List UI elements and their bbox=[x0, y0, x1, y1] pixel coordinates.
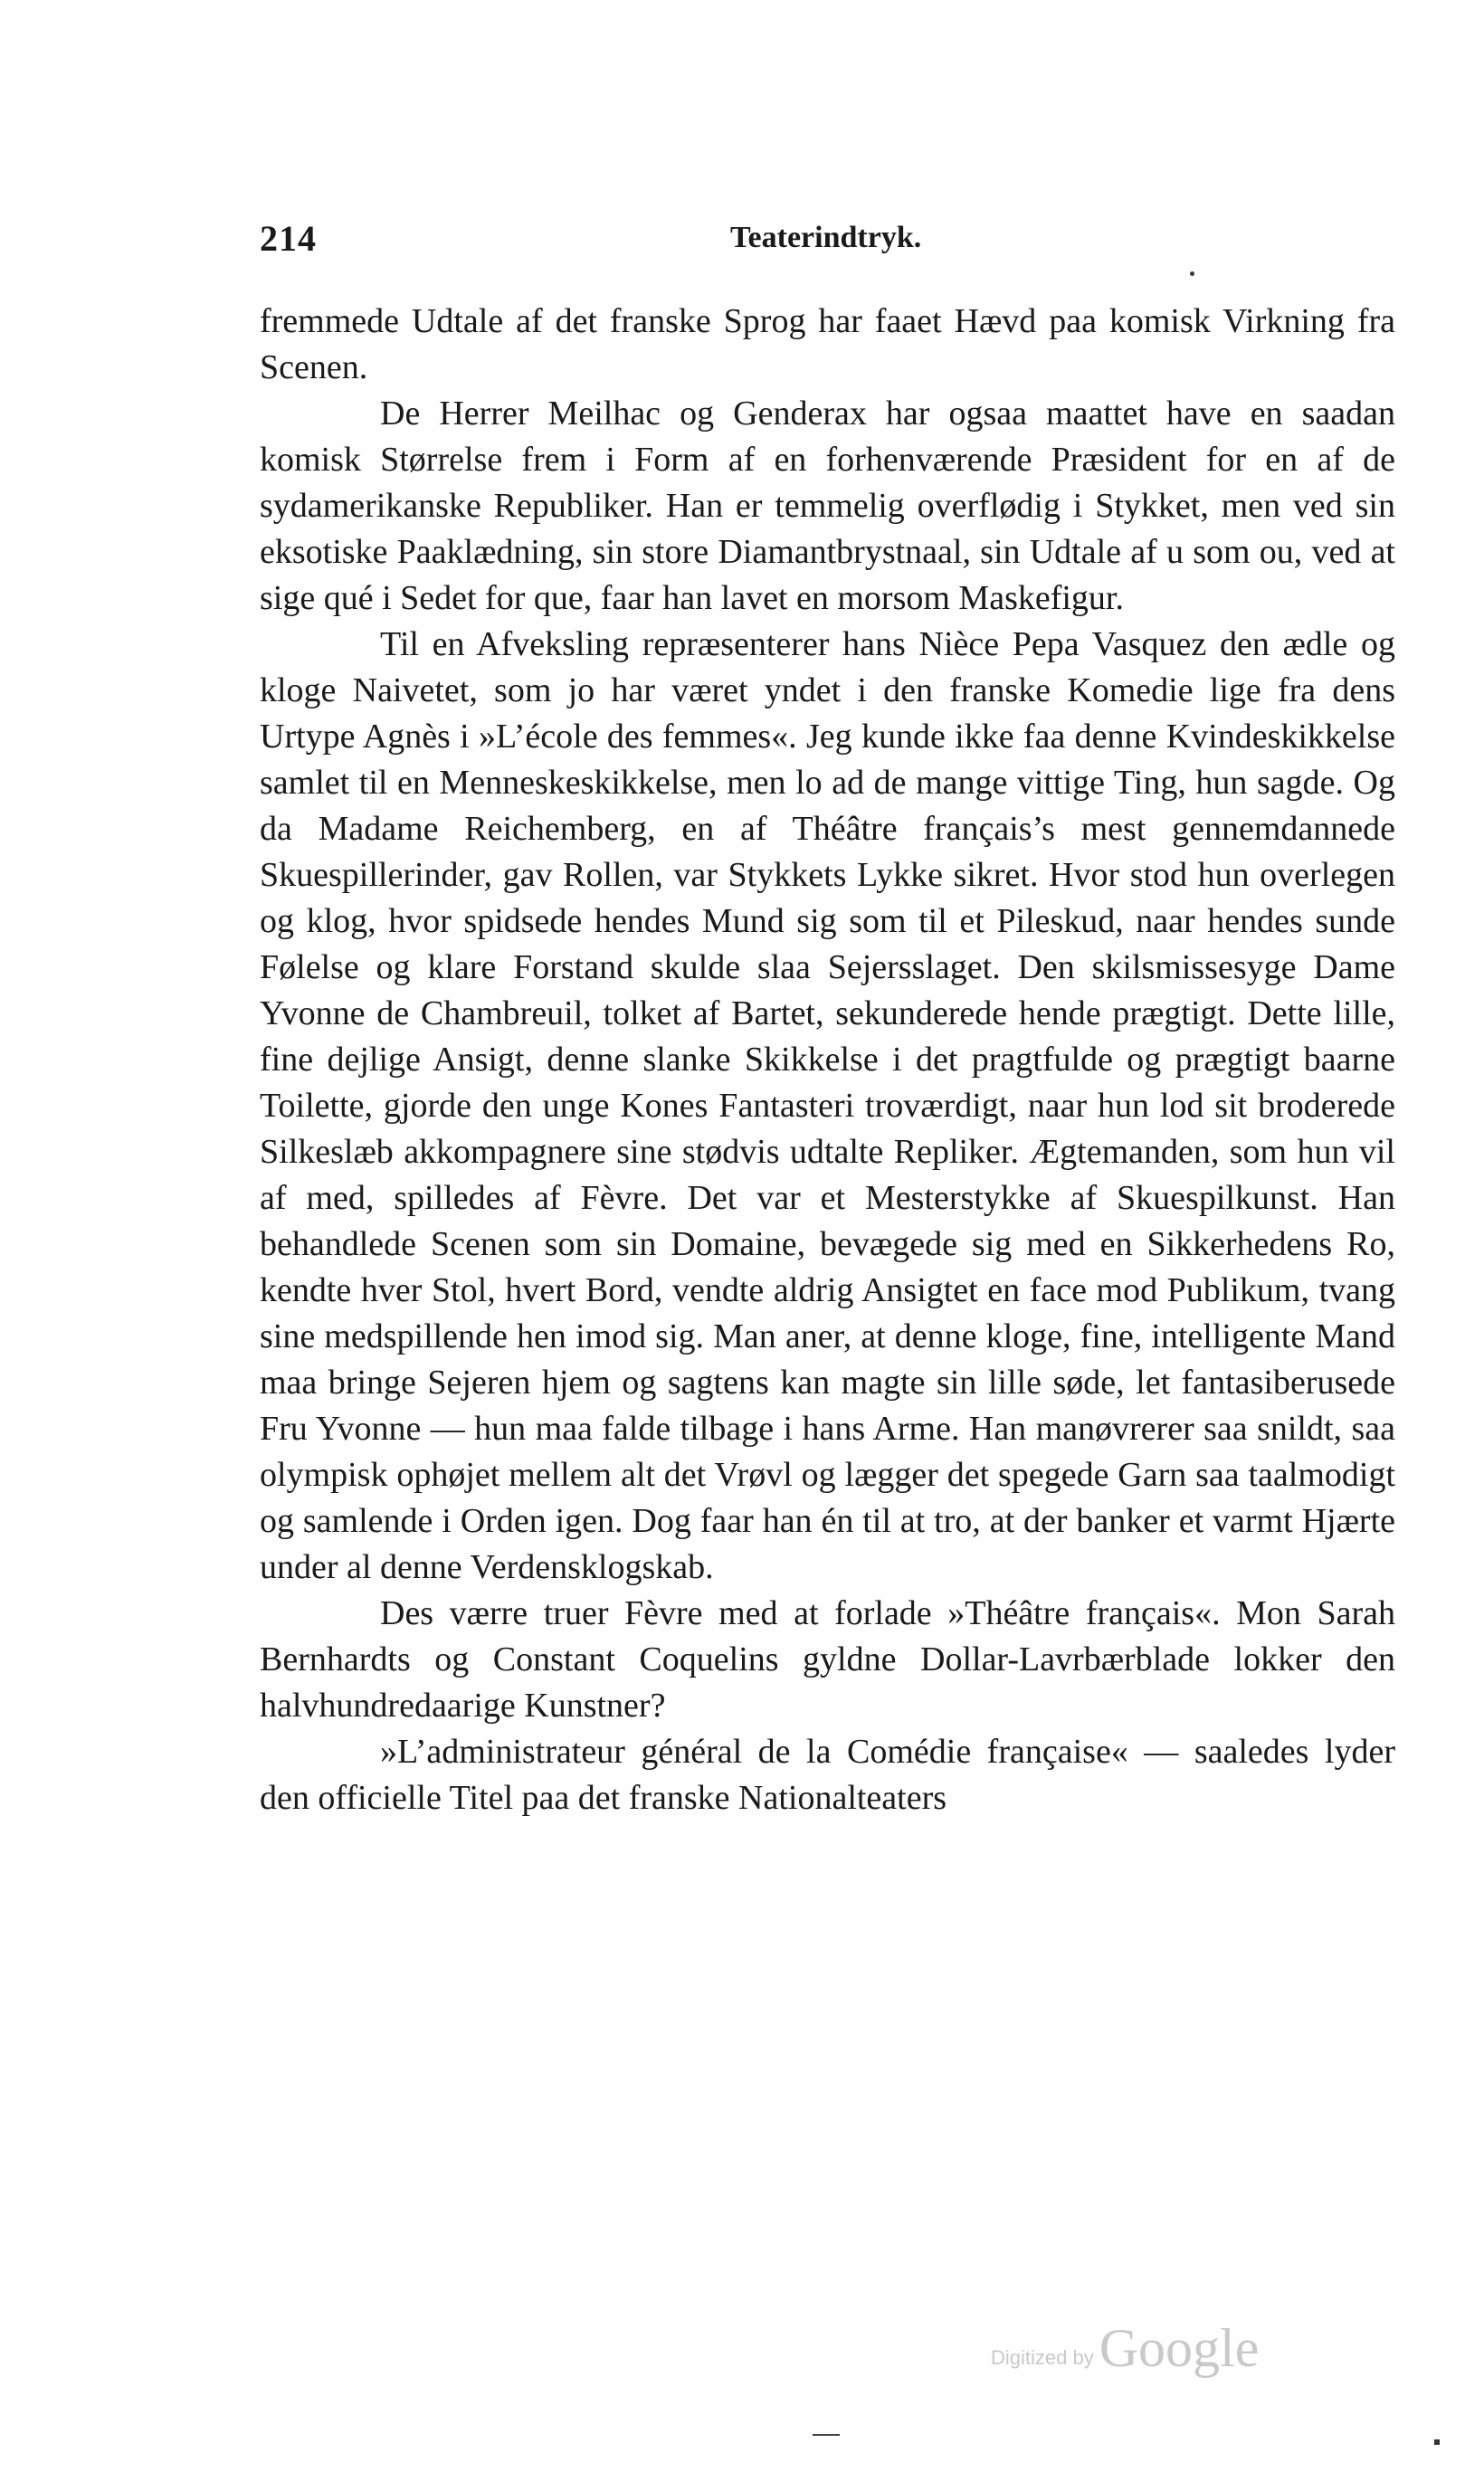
paragraph: »L’administrateur général de la Comédie française« — saaledes lyder den officielle Titel paa det franske Nationalteaters bbox=[260, 1733, 1395, 1817]
paragraph: Des værre truer Fèvre med at forlade »Théâtre français«. Mon Sarah Bernhardts og Constant Coquelins gyldne Dollar-Lavrbærblade lokker den halvhundredaarige Kunstner? bbox=[260, 1594, 1395, 1725]
paragraph: De Herrer Meilhac og Genderax har ogsaa maattet have en saadan komisk Størrelse frem i Form af en forhenværende Præsident for en af de sydamerikanske Republiker. Han er temmelig overflødig i Stykket, men ved sin eksotiske Paaklædning, sin store Diamantbrystnaal, sin Udtale af u som ou, ved at sige qué i Sedet for que, faar han lavet en morsom Maskefigur. bbox=[260, 395, 1395, 617]
edge-speck bbox=[1434, 2439, 1440, 2445]
google-logo: Google bbox=[1099, 2318, 1260, 2378]
paragraph-continuation: fremmede Udtale af det franske Sprog har faaet Hævd paa komisk Virkning fra Scenen. bbox=[260, 302, 1395, 386]
running-head: Teaterindtryk. bbox=[730, 221, 922, 254]
paragraph: Til en Afveksling repræsenterer hans Nièce Pepa Vasquez den ædle og kloge Naivetet, som jo har været yndet i den franske Komedie lige fra dens Urtype Agnès i »L’école des femmes«. Jeg kunde ikke faa denne Kvindeskikkelse samlet til en Menneskeskikkelse, men lo ad de mange vittige Ting, hun sagde. Og da Madame Reichemberg, en af Théâtre français’s mest gennemdannede Skuespillerinder, gav Rollen, var Stykkets Lykke sikret. Hvor stod hun overlegen og klog, hvor spidsede hendes Mund sig som til et Pileskud, naar hendes sunde Følelse og klare Forstand skulde slaa Sejersslaget. Den skilsmissesyge Dame Yvonne de Chambreuil, tolket af Bartet, sekunderede hende prægtigt. Dette lille, fine dejlige Ansigt, denne slanke Skikkelse i det pragtfulde og prægtigt baarne Toilette, gjorde den unge Kones Fantasteri troværdigt, naar hun lod sit broderede Silkeslæb akkompagnere sine stødvis udtalte Repliker. Ægtemanden, som hun vil af med, spilledes af Fèvre. Det var et Mesterstykke af Skuespilkunst. Han behandlede Scenen som sin Domaine, bevægede sig med en Sikkerhedens Ro, kendte hver Stol, hvert Bord, vendte aldrig Ansigtet en face mod Publikum, tvang sine medspillende hen imod sig. Man aner, at denne kloge, fine, intelligente Mand maa bringe Sejeren hjem og sagtens kan magte sin lille søde, let fantasiberusede Fru Yvonne — hun maa falde tilbage i hans Arme. Han manøvrerer saa snildt, saa olympisk ophøjet mellem alt det Vrøvl og lægger det spegede Garn saa taalmodigt og samlende i Orden igen. Dog faar han én til at tro, at der banker et varmt Hjærte under al denne Verdensklogskab. bbox=[260, 625, 1395, 1586]
footer-dash bbox=[813, 2434, 840, 2436]
print-speck bbox=[1190, 271, 1194, 276]
watermark-prefix: Digitized by bbox=[991, 2346, 1094, 2369]
page-number: 214 bbox=[260, 218, 317, 259]
page-header bbox=[260, 217, 1395, 271]
digitization-watermark bbox=[991, 2318, 1260, 2378]
body-text bbox=[260, 299, 1395, 1821]
